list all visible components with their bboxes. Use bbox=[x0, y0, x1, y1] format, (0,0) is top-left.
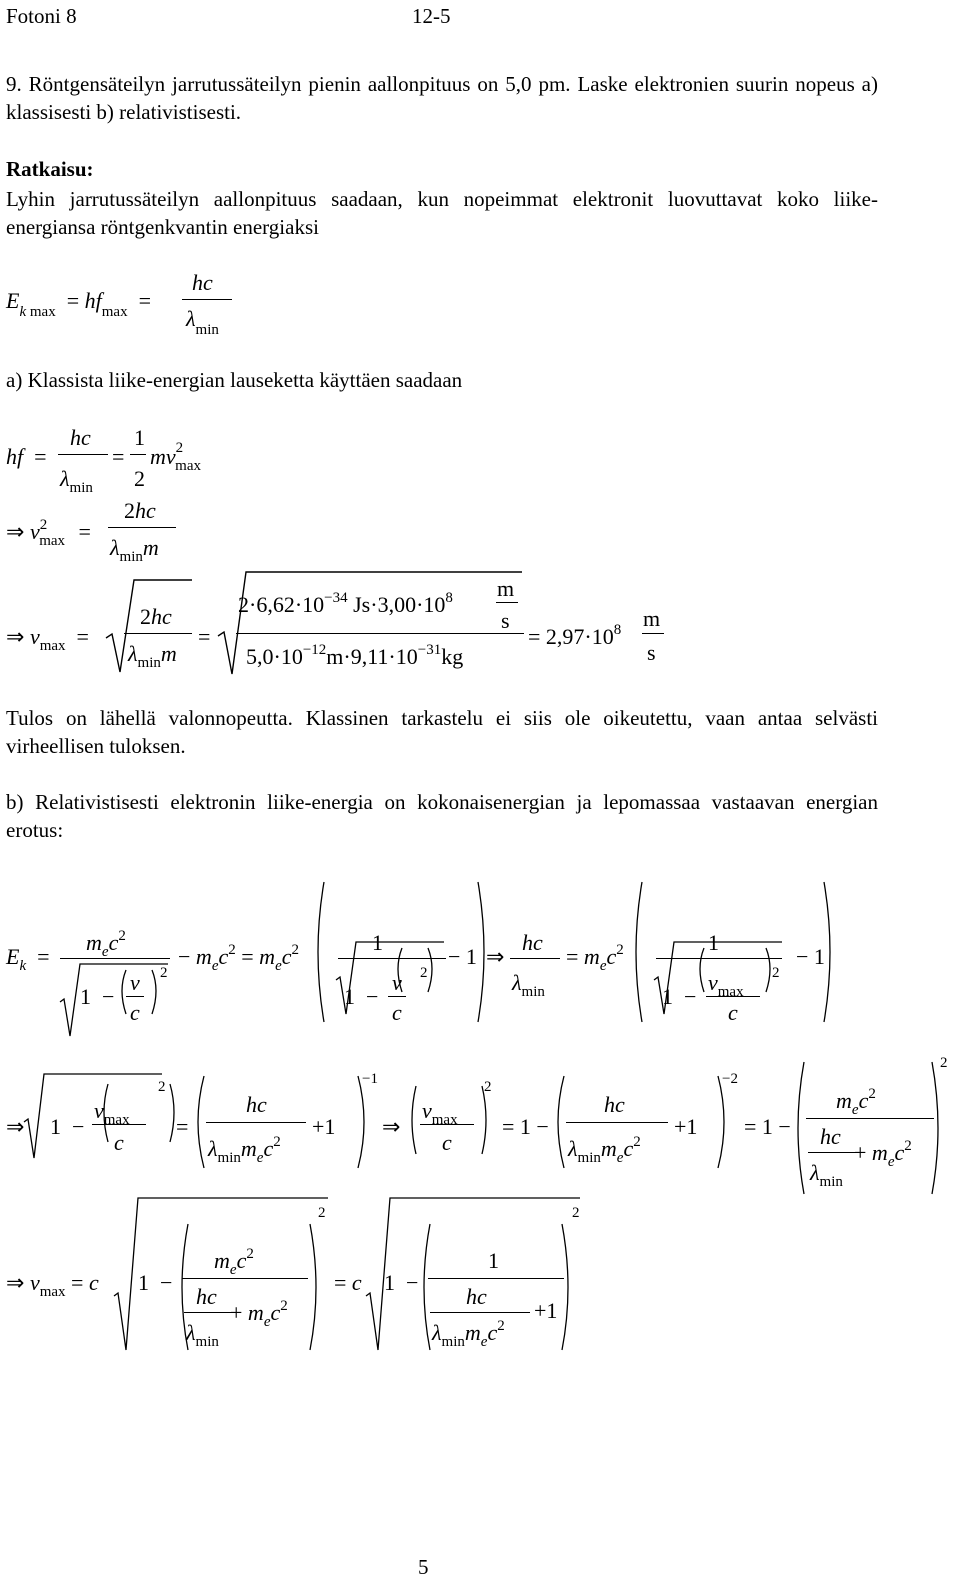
conclusion-text: Tulos on lähellä valonnopeutta. Klassinen tarkastelu ei siis ole oikeutettu, vaan antaa selvästi virheellisen tuloksen. bbox=[6, 706, 878, 758]
part-b-text: b) Relativistisesti elektronin liike-energia on kokonaisenergian ja lepomassaa vastaavan energian erotus: bbox=[6, 790, 878, 842]
part-a-text: a) Klassista liike-energian lauseketta käyttäen saadaan bbox=[6, 368, 463, 392]
problem-text: 9. Röntgensäteilyn jarrutussäteilyn pienin aallonpituus on 5,0 pm. Laske elektronien suurin nopeus a) klassisesti b) relativistisesti. bbox=[6, 72, 878, 124]
solution-heading: Ratkaisu: bbox=[6, 157, 94, 181]
header-page-ref: 12-5 bbox=[412, 4, 451, 28]
header-left: Fotoni 8 bbox=[6, 4, 77, 28]
intro-text: Lyhin jarrutussäteilyn aallonpituus saadaan, kun nopeimmat elektronit luovuttavat koko liike-energiansa röntgenkvantin energiaksi bbox=[6, 187, 878, 239]
page-number: 5 bbox=[418, 1555, 429, 1579]
